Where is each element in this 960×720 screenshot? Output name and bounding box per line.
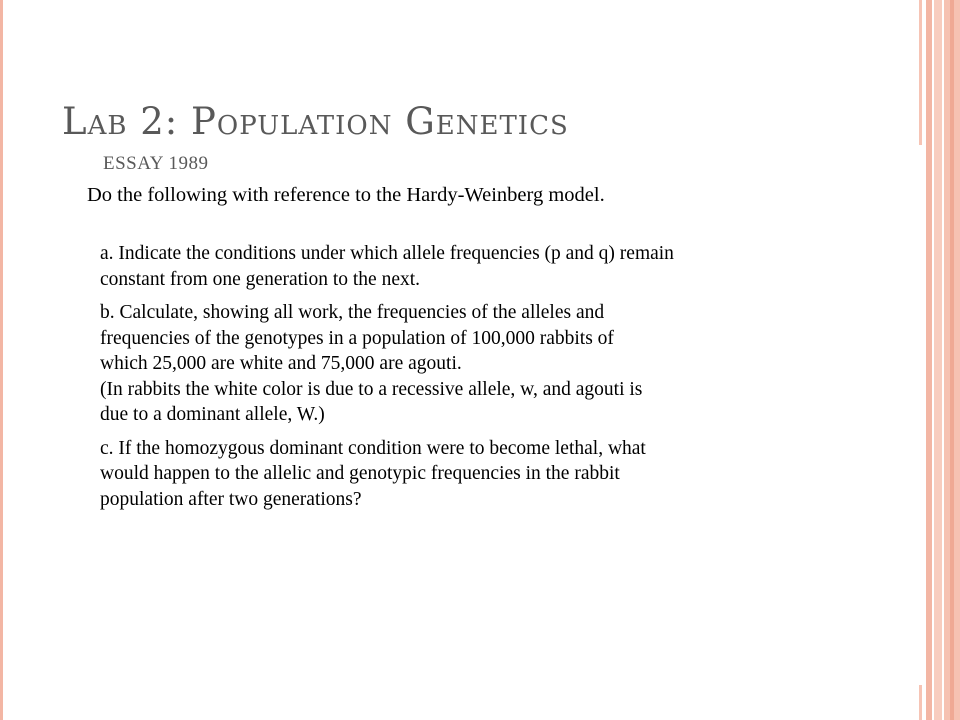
slide-title: Lab 2: Population Genetics — [62, 100, 569, 143]
question-line: a. Indicate the conditions under which allele frequencies (p and q) remain — [100, 243, 674, 264]
question-item-a — [100, 241, 918, 292]
question-line: which 25,000 are white and 75,000 are agouti. — [100, 353, 462, 374]
question-list — [100, 241, 918, 520]
question-line: c. If the homozygous dominant condition were to become lethal, what — [100, 437, 646, 459]
question-line: population after two generations? — [100, 488, 362, 510]
left-border-decoration — [0, 0, 3, 720]
intro-text: Do the following with reference to the Hardy-Weinberg model. — [87, 184, 605, 206]
slide-subtitle: ESSAY 1989 — [103, 153, 209, 174]
question-item-b — [100, 300, 918, 428]
right-stripe-gap — [919, 145, 922, 685]
question-line: constant from one generation to the next. — [100, 268, 421, 290]
question-line: b. Calculate, showing all work, the frequencies of the alleles and — [100, 302, 605, 323]
question-line: due to a dominant allele, W.) — [100, 404, 325, 425]
question-line: (In rabbits the white color is due to a recessive allele, w, and agouti is — [100, 378, 643, 400]
question-line: frequencies of the genotypes in a population of 100,000 rabbits of — [100, 327, 614, 349]
right-stripe-decoration — [950, 0, 954, 720]
question-line: would happen to the allelic and genotypic frequencies in the rabbit — [100, 463, 620, 484]
right-stripe-decoration — [934, 0, 942, 720]
question-item-c — [84, 436, 918, 513]
right-stripe-decoration — [926, 0, 932, 720]
